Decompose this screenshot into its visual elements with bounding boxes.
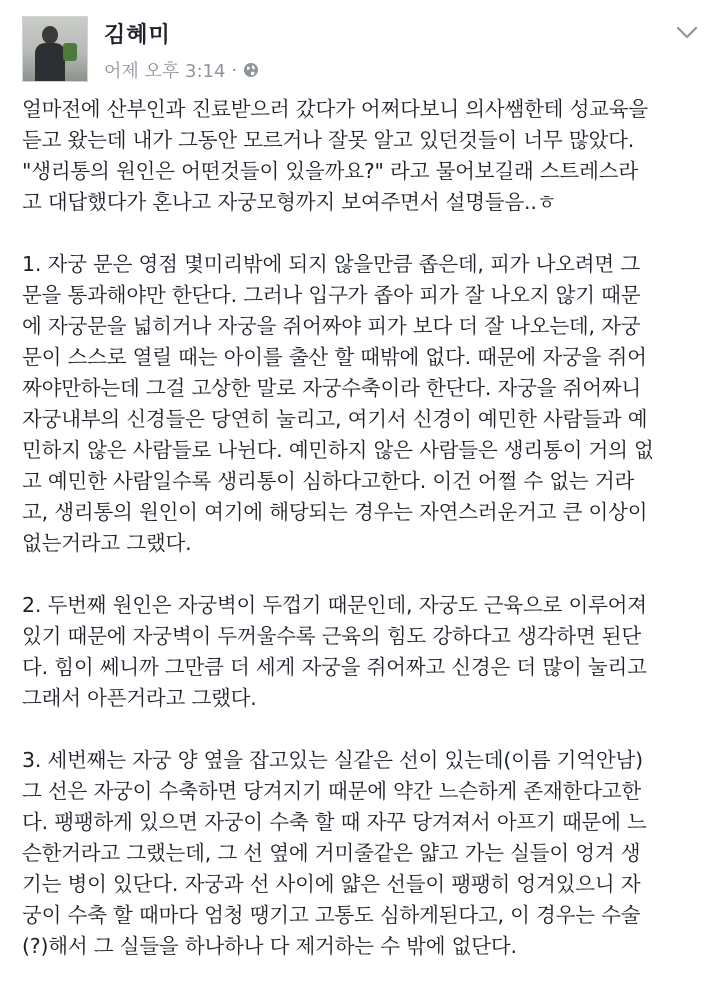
- post-line: 다. 힘이 쎄니까 그만큼 더 세게 자궁을 쥐어짜고 신경은 더 많이 눌리고: [22, 655, 647, 679]
- author-name[interactable]: 김혜미: [104, 23, 171, 48]
- globe-icon[interactable]: [243, 62, 259, 78]
- post-line: 있기 때문에 자궁벽이 두꺼울수록 근육의 힘도 강하다고 생각하면 된단: [22, 624, 642, 648]
- avatar-figure-body: [35, 43, 65, 82]
- post-line: 자궁내부의 신경들은 당연히 눌리고, 여기서 신경이 예민한 사람들과 예: [22, 407, 648, 431]
- post-line: (?)해서 그 실들을 하나하나 다 제거하는 수 밖에 없단다.: [22, 934, 517, 958]
- post-line: 짜야만하는데 그걸 고상한 말로 자궁수축이라 한단다. 자궁을 쥐어짜니: [22, 376, 642, 400]
- post-body: [22, 94, 712, 993]
- post-timestamp[interactable]: 어제 오후 3:14: [104, 61, 226, 82]
- post-line: "생리통의 원인은 어떤것들이 있을까요?" 라고 물어보길래 스트레스라: [22, 159, 638, 183]
- avatar[interactable]: [22, 16, 88, 82]
- post-line: 2. 두번째 원인은 자궁벽이 두껍기 때문인데, 자궁도 근육으로 이루어져: [22, 593, 647, 617]
- post-line: 그 선은 자궁이 수축하면 당겨지기 때문에 약간 느슨하게 존재한다고한: [22, 779, 642, 803]
- post-line: 다. 팽팽하게 있으면 자궁이 수축 할 때 자꾸 당겨져서 아프기 때문에 느: [22, 810, 647, 834]
- post-line: 없는거라고 그랬다.: [22, 531, 192, 555]
- post-paragraph-intro: [22, 94, 712, 218]
- post-line: 에 자궁문을 넓히거나 자궁을 쥐어짜야 피가 보다 더 잘 나오는데, 자궁: [22, 314, 641, 338]
- chevron-down-icon[interactable]: [676, 26, 698, 40]
- post-line: 고 대답했다가 혼나고 자궁모형까지 보여주면서 설명들음..ㅎ: [22, 190, 557, 214]
- post-meta: [104, 57, 259, 83]
- post-line: 3. 세번째는 자궁 양 옆을 잡고있는 실같은 선이 있는데(이름 기억안남): [22, 748, 643, 772]
- avatar-figure-head: [42, 26, 58, 44]
- post-header: [0, 0, 720, 96]
- post-line: 궁이 수축 할 때마다 엄청 땡기고 고통도 심하게된다고, 이 경우는 수술: [22, 903, 641, 927]
- post-line: 그래서 아픈거라고 그랬다.: [22, 686, 257, 710]
- post-line: 듣고 왔는데 내가 그동안 모르거나 잘못 알고 있던것들이 너무 많았다.: [22, 128, 635, 152]
- avatar-figure-bag: [63, 43, 77, 61]
- post-line: 슨한거라고 그랬는데, 그 선 옆에 거미줄같은 얇고 가는 실들이 엉겨 생: [22, 841, 641, 865]
- post-line: 문을 통과해야만 한단다. 그러나 입구가 좁아 피가 잘 나오지 않기 때문: [22, 283, 641, 307]
- post-line: 기는 병이 있단다. 자궁과 선 사이에 얇은 선들이 팽팽히 엉겨있으니 자: [22, 872, 641, 896]
- post-line: 고, 생리통의 원인이 여기에 해당되는 경우는 자연스러운거고 큰 이상이: [22, 500, 648, 524]
- post-paragraph-3: [22, 745, 712, 962]
- post-line: 민하지 않은 사람들로 나뉜다. 예민하지 않은 사람들은 생리통이 거의 없: [22, 438, 654, 462]
- post-paragraph-2: [22, 590, 712, 714]
- meta-separator: ·: [231, 59, 238, 81]
- post-line: 고 예민한 사람일수록 생리통이 심하다고한다. 이건 어쩔 수 없는 거라: [22, 469, 635, 493]
- post-line: 얼마전에 산부인과 진료받으러 갔다가 어쩌다보니 의사쌤한테 성교육을: [22, 97, 648, 121]
- post-line: 1. 자궁 문은 영점 몇미리밖에 되지 않을만큼 좁은데, 피가 나오려면 그: [22, 252, 640, 276]
- post-line: 문이 스스로 열릴 때는 아이를 출산 할 때밖에 없다. 때문에 자궁을 쥐어: [22, 345, 647, 369]
- post-paragraph-1: [22, 249, 712, 559]
